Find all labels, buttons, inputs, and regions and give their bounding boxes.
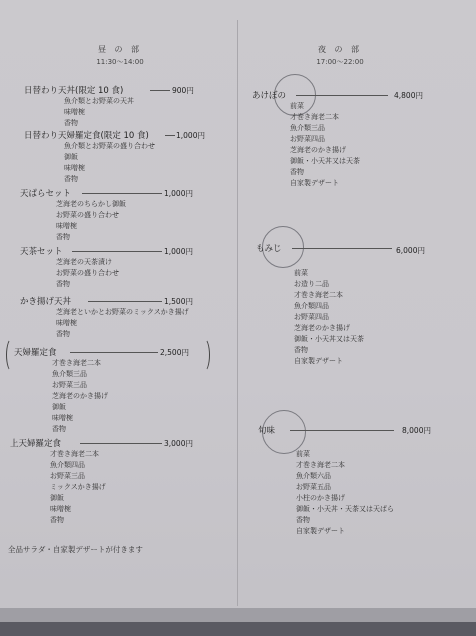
lunch-item-detail: 香物 (50, 516, 64, 524)
dinner-course-price: 6,000円 (396, 246, 425, 255)
lunch-item-detail: 才巻き海老二本 (50, 450, 99, 458)
lunch-item-detail: 香物 (56, 280, 70, 288)
dinner-course-detail: 小柱のかき揚げ (296, 494, 345, 502)
lunch-item-detail: 才巻き海老二本 (52, 359, 101, 367)
lunch-item-detail: 芝海老のかき揚げ (52, 392, 108, 400)
leader-line (88, 301, 162, 302)
dinner-course-detail: 才巻き海老二本 (296, 461, 345, 469)
lunch-item-detail: お野菜三品 (52, 381, 87, 389)
lunch-item-detail: 香物 (56, 233, 70, 241)
leader-line (296, 95, 388, 96)
dinner-hours: 17:00〜22:00 (316, 58, 364, 66)
dinner-course-detail: 魚介類六品 (296, 472, 331, 480)
lunch-item-detail: 御飯 (64, 153, 78, 161)
lunch-item-detail: 御飯 (50, 494, 64, 502)
lunch-item-price: 1,000円 (164, 247, 193, 256)
lunch-item-detail: お野菜の盛り合わせ (56, 269, 119, 277)
lunch-title: 昼 の 部 (97, 45, 143, 54)
lunch-item-detail: 味噌椀 (64, 108, 85, 116)
leader-line (290, 430, 394, 431)
leader-line (72, 251, 162, 252)
dinner-course-detail: 前菜 (296, 450, 310, 458)
dinner-course-detail: 才巻き海老二本 (294, 291, 343, 299)
leader-line (82, 193, 162, 194)
dinner-course-detail: 自家製デザート (294, 357, 343, 365)
lunch-item-detail: 芝海老の天茶漬け (56, 258, 112, 266)
dinner-title: 夜 の 部 (317, 45, 363, 54)
dinner-course-detail: 自家製デザート (290, 179, 339, 187)
lunch-item-detail: 味噌椀 (56, 319, 77, 327)
lunch-item-name: 天茶セット (20, 247, 63, 257)
lunch-item-detail: お野菜の盛り合わせ (56, 211, 119, 219)
dinner-course-detail: 芝海老のかき揚げ (294, 324, 350, 332)
lunch-item-detail: 香物 (52, 425, 66, 433)
lunch-item-name: 日替わり天丼(限定 10 食) (24, 86, 124, 96)
dinner-course-detail: お野菜四品 (290, 135, 325, 143)
dinner-course-detail: 才巻き海老二本 (290, 113, 339, 121)
lunch-item-name: 日替わり天婦羅定食(限定 10 食) (24, 131, 149, 141)
lunch-item-detail: 魚介類とお野菜の天丼 (64, 97, 134, 105)
lunch-item-detail: 芝海老といかとお野菜のミックスかき揚げ (56, 308, 189, 316)
lunch-note: 全品サラダ・自家製デザートが付きます (8, 545, 143, 554)
dinner-course-detail: お野菜四品 (294, 313, 329, 321)
lunch-hours: 11:30〜14:00 (96, 58, 144, 66)
dinner-course-detail: 魚介類三品 (290, 124, 325, 132)
lunch-item-detail: 香物 (64, 119, 78, 127)
lunch-item-price: 1,000円 (176, 131, 205, 140)
lunch-item-name: 天ぱらセット (20, 189, 72, 199)
lunch-item-detail: 魚介類三品 (52, 370, 87, 378)
dinner-course-detail: 御飯・小天丼・天茶又は天ぱら (296, 505, 394, 513)
table-edge (0, 622, 476, 636)
lunch-item-price: 3,000円 (164, 439, 193, 448)
dinner-course-detail: 御飯・小天丼又は天茶 (290, 157, 360, 165)
lunch-item-detail: 芝海老のちらかし御飯 (56, 200, 126, 208)
fold-line (237, 20, 238, 606)
lunch-item-price: 1,000円 (164, 189, 193, 198)
dinner-course-detail: 自家製デザート (296, 527, 345, 535)
lunch-item-detail: 味噌椀 (52, 414, 73, 422)
dinner-course-detail: 魚介類四品 (294, 302, 329, 310)
dinner-course-detail: 香物 (294, 346, 308, 354)
dinner-course-detail: 御飯・小天丼又は天茶 (294, 335, 364, 343)
bracket-right (198, 338, 210, 372)
lunch-item-detail: 香物 (64, 175, 78, 183)
lunch-item-name: 上天婦羅定食 (10, 439, 62, 449)
lunch-item-detail: 味噌椀 (50, 505, 71, 513)
dinner-course-detail: 香物 (290, 168, 304, 176)
lunch-item-detail: 味噌椀 (56, 222, 77, 230)
lunch-item-price: 2,500円 (160, 348, 189, 357)
lunch-item-detail: 魚介類四品 (50, 461, 85, 469)
dinner-course-detail: 前菜 (294, 269, 308, 277)
leader-line (80, 443, 162, 444)
leader-line (70, 352, 158, 353)
lunch-item-name: かき揚げ天丼 (20, 297, 72, 307)
dinner-course-detail: お造り二品 (294, 280, 329, 288)
lunch-item-detail: ミックスかき揚げ (50, 483, 106, 491)
dinner-course-detail: 前菜 (290, 102, 304, 110)
lunch-item-detail: 魚介類とお野菜の盛り合わせ (64, 142, 155, 150)
lunch-item-detail: 御飯 (52, 403, 66, 411)
lunch-item-detail: 味噌椀 (64, 164, 85, 172)
dinner-course-name: あけぼの (252, 91, 287, 101)
leader-line (165, 135, 175, 136)
lunch-item-price: 1,500円 (164, 297, 193, 306)
lunch-item-detail: 香物 (56, 330, 70, 338)
dinner-course-price: 4,800円 (394, 91, 423, 100)
dinner-course-name: もみじ (256, 244, 282, 254)
dinner-course-detail: お野菜五品 (296, 483, 331, 491)
lunch-item-name: 天婦羅定食 (14, 348, 57, 358)
dinner-course-name: 旬味 (258, 426, 276, 436)
lunch-item-detail: お野菜三品 (50, 472, 85, 480)
dinner-course-detail: 芝海老のかき揚げ (290, 146, 346, 154)
leader-line (292, 248, 392, 249)
lunch-item-price: 900円 (172, 86, 194, 95)
dinner-course-price: 8,000円 (402, 426, 431, 435)
leader-line (150, 90, 170, 91)
dinner-course-detail: 香物 (296, 516, 310, 524)
